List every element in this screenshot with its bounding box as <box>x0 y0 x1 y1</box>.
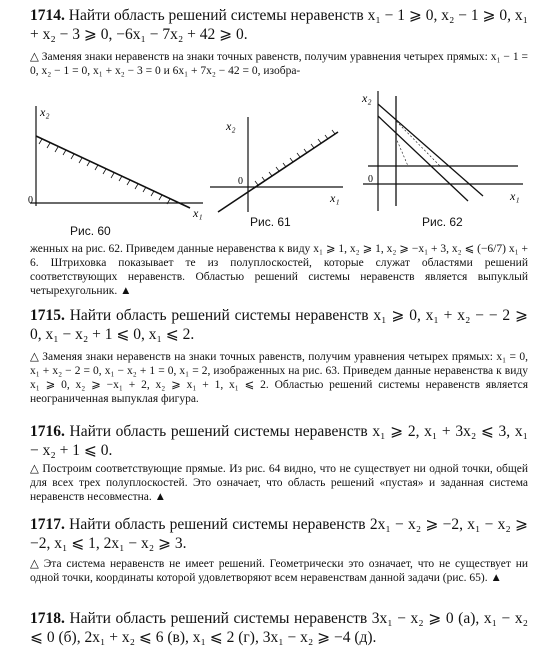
origin-label: 0 <box>238 176 243 187</box>
solution-1714-start <box>30 50 528 78</box>
problem-statement: Найти область решений системы неравенств x₁ ⩾ 2, x₁ + 3x₂ ⩽ 3, x₁ − x₂ + 1 ⩽ 0. <box>30 423 529 459</box>
problem-number: 1716. <box>30 423 65 440</box>
y-axis-label: x₂ <box>226 119 236 133</box>
hatching <box>39 139 170 204</box>
problem-number: 1714. <box>30 7 65 24</box>
boundary-line <box>36 136 190 208</box>
x-axis-label: x₁ <box>510 189 520 203</box>
solution-text: Заменяя знаки неравенств на знаки точных равенств, получим уравнения четырех прямых: x₁ = 0, x₁ + x₂ − 2 = 0, x₁ − x₂ + 1 = 0, x₁ = 2, изображенных на рис. 63. Приведем данные неравенства к виду x₁ ⩾ 0, x₂ ⩾ −x₁ + 2, x₂ ⩾ x₁ + 1, x₁ ⩽ 2. Областью решений системы неравенств является неограниченная выпуклая фигура. <box>30 351 528 405</box>
solution-1715 <box>30 350 528 406</box>
problem-1717 <box>30 515 528 553</box>
solution-text: Заменяя знаки неравенств на знаки точных равенств, получим уравнения четырех прямых: x₁ − 1 = 0, x₂ − 1 = 0, x₁ + x₂ − 3 = 0 и 6x₁ + 7x₂ − 42 = 0, изобра- <box>30 51 528 77</box>
end-mark-icon: ▲ <box>120 285 132 297</box>
triangle-icon: △ <box>30 51 39 63</box>
solution-text: Построим соответствующие прямые. Из рис. 64 видно, что не существует ни одной точки, общей для всех трех полуплоскостей. Это означает, что область решений «пустая» и заданная система неравенств несовместна. <box>30 463 528 503</box>
problem-number: 1717. <box>30 516 65 533</box>
hatching <box>255 130 335 185</box>
line-6x1-7x2 <box>378 104 483 196</box>
triangle-icon: △ <box>30 558 39 570</box>
problem-statement: Найти область решений системы неравенств 2x₁ − x₂ ⩾ −2, x₁ − x₂ ⩾ −2, x₁ ⩽ 1, 2x₁ − x₂ ⩾ 3. <box>30 516 528 552</box>
problem-1716 <box>30 422 528 460</box>
solution-text: Эта система неравенств не имеет решений. Геометрически это означает, что не существует ни одной точки, координаты которой удовлетворяют всем неравенствам данной задачи (рис. 65). <box>30 558 529 584</box>
line-x1-plus-x2 <box>378 116 468 201</box>
problem-1715 <box>30 306 528 344</box>
problem-statement: Найти область решений системы неравенств 3x₁ − x₂ ⩾ 0 (а), x₁ − x₂ ⩽ 0 (б), 2x₁ + x₂ ⩽ 6 (в), x₁ ⩽ 2 (г), 3x₁ − x₂ ⩾ −4 (д). <box>30 610 529 646</box>
y-axis-label: x₂ <box>362 91 372 105</box>
problem-number: 1718. <box>30 610 65 627</box>
y-axis-label: x₂ <box>40 105 50 119</box>
figure-60-caption: Рис. 60 <box>70 224 111 238</box>
problem-1714 <box>30 6 528 44</box>
figure-62-caption: Рис. 62 <box>422 215 463 229</box>
problem-statement: Найти область решений системы неравенств x₁ ⩾ 0, x₁ + x₂ − − 2 ⩾ 0, x₁ − x₂ + 1 ⩽ 0, x₁ ⩽ 2. <box>30 307 528 343</box>
solution-text: женных на рис. 62. Приведем данные неравенства к виду x₁ ⩾ 1, x₂ ⩾ 1, x₂ ⩾ −x₁ + 3, x₂ ⩽ (−6/7) x₁ + 6. Штриховка показывает те из полуплоскостей, которые служат областями решений соответствующих неравенств. Областью решений системы неравенств является выпуклый четырехугольник. <box>30 243 528 297</box>
triangle-icon: △ <box>30 463 39 475</box>
end-mark-icon: ▲ <box>154 491 166 503</box>
solution-quadrilateral <box>396 121 440 166</box>
solution-1716 <box>30 462 528 504</box>
solution-1717 <box>30 557 528 585</box>
x-axis-label: x₁ <box>330 191 340 205</box>
solution-1714-end <box>30 242 528 298</box>
end-mark-icon: ▲ <box>490 572 502 584</box>
figure-62 <box>358 86 528 214</box>
triangle-icon: △ <box>30 351 39 363</box>
problem-number: 1715. <box>30 307 65 324</box>
figure-60 <box>28 96 208 221</box>
figure-61 <box>208 112 348 222</box>
origin-label: 0 <box>28 195 33 206</box>
figure-61-caption: Рис. 61 <box>250 215 291 229</box>
problem-statement: Найти область решений системы неравенств x₁ − 1 ⩾ 0, x₂ − 1 ⩾ 0, x₁ + x₂ − 3 ⩾ 0, −6x₁ − 7x₂ + 42 ⩾ 0. <box>30 7 529 43</box>
origin-label: 0 <box>368 174 373 185</box>
problem-1718 <box>30 609 528 647</box>
boundary-line <box>218 132 338 212</box>
x-axis-label: x₁ <box>193 206 203 220</box>
